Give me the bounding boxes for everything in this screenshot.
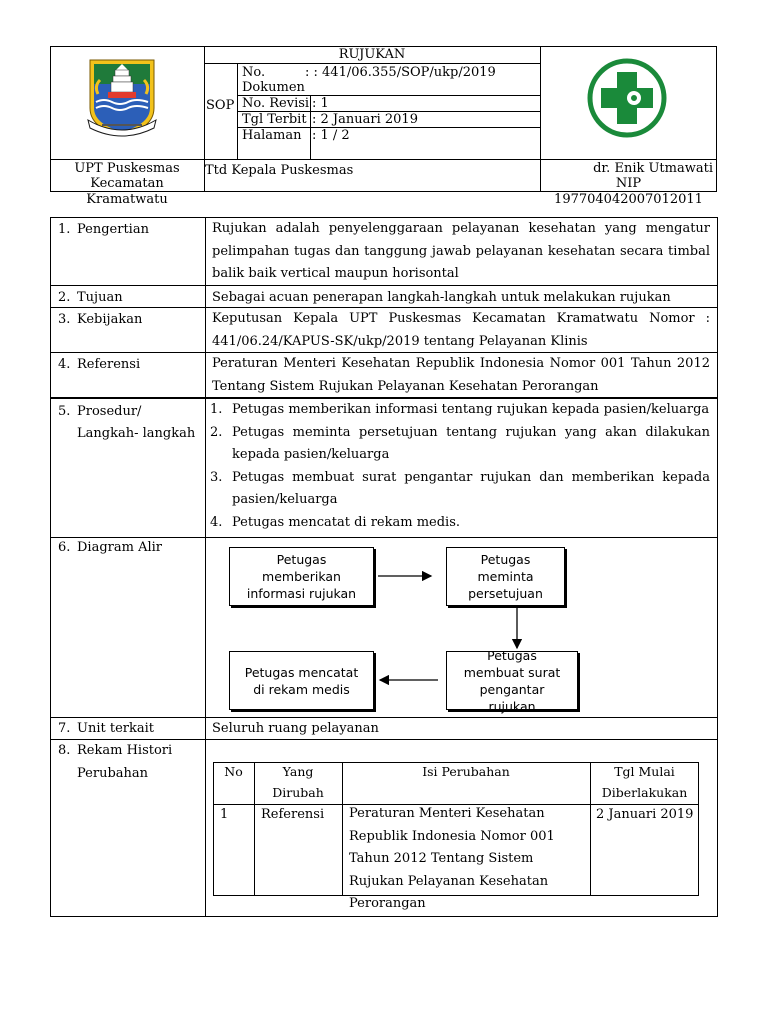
section-text-unit: Seluruh ruang pelayanan: [212, 721, 379, 736]
section-label-tujuan: Tujuan: [77, 290, 123, 305]
section-num: 6.: [58, 540, 71, 555]
head-nip: NIP 197704042007012011: [554, 176, 703, 207]
section-num: 5.: [58, 404, 71, 419]
history-col-yang-2: Dirubah: [272, 785, 324, 800]
divider: [254, 762, 255, 896]
field-label-halaman: Halaman: [242, 128, 302, 143]
history-col-yang-1: Yang: [282, 764, 314, 779]
section-label-prosedur-2: Langkah- langkah: [77, 426, 196, 441]
section-label-referensi: Referensi: [77, 357, 141, 372]
section-label-diagram: Diagram Alir: [77, 540, 162, 555]
flow-box-step1: Petugas memberikan informasi rujukan: [229, 547, 374, 606]
document-title: RUJUKAN: [338, 47, 406, 62]
section-text-referensi: Peraturan Menteri Kesehatan Republik Indonesia Nomor 001 Tahun 2012 Tentang Sistem Rujukan Pelayanan Kesehatan Perorangan: [212, 356, 710, 394]
procedure-step: 4. Petugas mencatat di rekam medis.: [210, 514, 460, 530]
field-value-tgl-terbit: : 2 Januari 2019: [312, 112, 418, 127]
history-col-isi: Isi Perubahan: [422, 764, 510, 779]
procedure-step: 2. Petugas meminta persetujuan tentang rujukan yang akan dilakukan kepada pasien/keluarga: [210, 424, 710, 462]
field-value-no-revisi: : 1: [312, 96, 329, 111]
divider: [590, 762, 591, 896]
signature-label: Ttd Kepala Puskesmas: [205, 163, 354, 178]
history-col-tgl-1: Tgl Mulai: [614, 764, 675, 779]
history-row-isi: Peraturan Menteri Kesehatan Republik Indonesia Nomor 001 Tahun 2012 Tentang Sistem Rujukan Pelayanan Kesehatan Perorangan: [349, 806, 555, 911]
divider: [342, 762, 343, 896]
section-text-pengertian: Rujukan adalah penyelenggaraan pelayanan kesehatan yang mengatur pelimpahan tugas dan tanggung jawab pelayanan kesehatan secara timbal balik baik vertical maupun horisontal: [212, 221, 710, 281]
procedure-step: 3. Petugas membuat surat pengantar rujukan dan memberikan kepada pasien/keluarga: [210, 469, 710, 507]
field-value-no-dokumen: : : 441/06.355/SOP/ukp/2019: [305, 65, 496, 80]
section-label-kebijakan: Kebijakan: [77, 312, 143, 327]
procedure-step: 1. Petugas memberikan informasi tentang rujukan kepada pasien/keluarga: [210, 402, 710, 417]
section-text-tujuan: Sebagai acuan penerapan langkah-langkah untuk melakukan rujukan: [212, 290, 671, 305]
org-name-line2: Kecamatan Kramatwatu: [86, 176, 168, 207]
history-row-no: 1: [220, 807, 229, 822]
section-num: 4.: [58, 357, 71, 372]
section-num: 2.: [58, 290, 71, 305]
section-label-unit: Unit terkait: [77, 721, 154, 736]
history-row-yang: Referensi: [261, 807, 325, 822]
history-row-tgl: 2 Januari 2019: [596, 807, 694, 822]
field-label-no-revisi: No. Revisi: [242, 96, 310, 111]
flow-box-step3: Petugas membuat surat pengantar rujukan: [446, 651, 578, 710]
section-label-histori-1: Rekam Histori: [77, 743, 173, 758]
flow-box-step4: Petugas mencatat di rekam medis: [229, 651, 374, 710]
history-col-tgl-2: Diberlakukan: [601, 785, 688, 800]
field-value-halaman: : 1 / 2: [312, 128, 350, 143]
head-name: dr. Enik Utmawati: [593, 161, 713, 176]
field-label-no-dokumen-1: No.: [242, 65, 266, 80]
section-num: 7.: [58, 721, 71, 736]
section-num: 8.: [58, 743, 71, 758]
section-label-prosedur-1: Prosedur/: [77, 404, 142, 419]
sop-label: SOP: [206, 98, 235, 113]
section-text-kebijakan: Keputusan Kepala UPT Puskesmas Kecamatan Kramatwatu Nomor : 441/06.24/KAPUS-SK/ukp/2019 tentang Pelayanan Klinis: [212, 311, 710, 349]
org-name-line1: UPT Puskesmas: [74, 161, 180, 176]
section-num: 3.: [58, 312, 71, 327]
field-label-tgl-terbit: Tgl Terbit: [242, 112, 307, 127]
flow-box-step2: Petugas meminta persetujuan: [446, 547, 565, 606]
field-label-no-dokumen-2: Dokumen: [242, 80, 305, 95]
section-label-pengertian: Pengertian: [77, 222, 149, 237]
section-label-histori-2: Perubahan: [77, 766, 149, 781]
history-col-no: No: [224, 764, 243, 779]
section-num: 1.: [58, 222, 71, 237]
